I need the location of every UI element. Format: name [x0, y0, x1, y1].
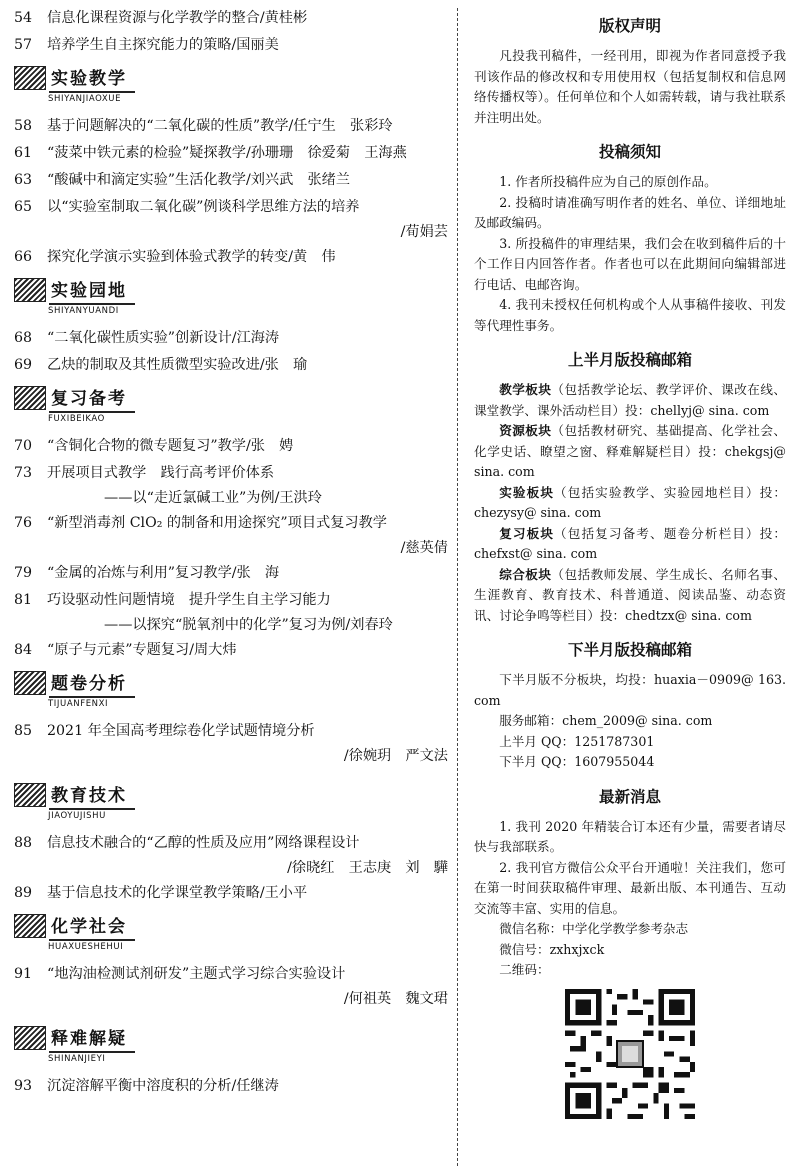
- notice-item: 3. 所投稿件的审理结果，我们会在收到稿件后的十个工作日内回答作者。作者也可以在此期间向编辑部进行电话、电邮咨询。: [474, 235, 786, 292]
- upper-mailbox: [474, 350, 786, 626]
- toc-entry[interactable]: 84 “原子与元素”专题复习/周大炜: [14, 642, 237, 658]
- notice-item: 2. 投稿时请准确写明作者的姓名、单位、详细地址及邮政编码。: [474, 194, 786, 230]
- toc-entry[interactable]: 66 探究化学演示实验到体验式教学的转变/黄 伟: [14, 249, 336, 265]
- mailbox-item: 综合板块（包括教师发展、学生成长、名师名事、生涯教育、教育技术、科普通道、阅读品鉴、动态资讯、讨论争鸣等栏目）投：chedtzx@ sina. com: [474, 566, 787, 623]
- wechat-id: 微信号：zxhxjxck: [499, 941, 605, 957]
- toc-entry[interactable]: 89 基于信息技术的化学课堂教学策略/王小平: [14, 885, 308, 901]
- section-bar-icon: [14, 671, 46, 695]
- mailbox-item: 复习板块（包括复习备考、题卷分析栏目）投：chefxst@ sina. com: [474, 525, 786, 561]
- section-bar-icon: [14, 914, 46, 938]
- copyright-body: 凡投我刊稿件，一经刊用，即视为作者同意授予我刊该作品的修改权和专用使用权（包括复制权和信息网络传播权等）。任何单位和个人如需转载，请与我社联系并注明出处。: [474, 48, 786, 125]
- section-header: 实验园地 SHIYANYUANDI: [14, 276, 450, 328]
- contact-line: 下半月 QQ：1607955044: [499, 754, 655, 769]
- lower-mailbox: [474, 640, 786, 773]
- section-header: 化学社会 HUAXUESHEHUI: [14, 912, 450, 964]
- table-of-contents: [14, 8, 450, 1103]
- qr-label: 二维码：: [499, 962, 550, 977]
- toc-entry[interactable]: 65 以“实验室制取二氧化碳”例谈科学思维方法的培养 /荀娟芸: [14, 199, 448, 240]
- section-bar-icon: [14, 1026, 46, 1050]
- mailbox-item: 教学板块（包括教学论坛、教学评价、课改在线、课堂教学、课外活动栏目）投：chellyj@ sina. com: [474, 382, 787, 418]
- section-bar-icon: [14, 278, 46, 302]
- section-bar-icon: [14, 66, 46, 90]
- toc-entry[interactable]: 70 “含铜化合物的微专题复习”教学/张 娉: [14, 438, 294, 454]
- toc-entry[interactable]: 57 培养学生自主探究能力的策略/国丽美: [14, 37, 279, 53]
- toc-entry[interactable]: 61 “菠菜中铁元素的检验”疑探教学/孙珊珊 徐爱菊 王海燕: [14, 145, 407, 161]
- upper-mailbox-title: 上半月版投稿邮箱: [567, 351, 692, 369]
- contact-line: 服务邮箱：chem_2009@ sina. com: [499, 713, 713, 728]
- toc-entry[interactable]: 91 “地沟油检测试剂研发”主题式学习综合实验设计 /何祖英 魏文珺: [14, 966, 448, 1007]
- toc-entry[interactable]: 88 信息技术融合的“乙醇的性质及应用”网络课程设计 /徐晓红 王志庚 刘 驊: [14, 835, 448, 876]
- toc-entry[interactable]: 54 信息化课程资源与化学教学的整合/黄桂彬: [14, 10, 308, 26]
- toc-entry[interactable]: 68 “二氧化碳性质实验”创新设计/江海涛: [14, 330, 280, 346]
- toc-entry[interactable]: 79 “金属的冶炼与利用”复习教学/张 海: [14, 565, 280, 581]
- toc-entry[interactable]: 93 沉淀溶解平衡中溶度积的分析/任继涛: [14, 1078, 279, 1094]
- submission-notice: [474, 142, 786, 336]
- qr-code-icon: [565, 989, 695, 1119]
- toc-entry[interactable]: 73 开展项目式教学 践行高考评价体系 ——以“走近氯碱工业”为例/王洪玲: [14, 465, 322, 506]
- news-item: 2. 我刊官方微信公众平台开通啦！关注我们，您可在第一时间获取稿件审理、最新出版、本刊通告、互动交流等丰富、实用的信息。: [474, 859, 786, 916]
- news-item: 1. 我刊 2020 年精装合订本还有少量，需要者请尽快与我部联系。: [474, 818, 786, 854]
- notices-column: [474, 16, 786, 1119]
- news-title: 最新消息: [598, 787, 661, 806]
- section-header: 复习备考 FUXIBEIKAO: [14, 384, 450, 436]
- toc-entry[interactable]: 76 “新型消毒剂 ClO₂ 的制备和用途探究”项目式复习教学 /慈英倩: [14, 515, 448, 556]
- copyright-title: 版权声明: [598, 17, 661, 35]
- mailbox-item: 资源板块（包括教材研究、基础提高、化学社会、化学史话、瞭望之窗、释难解疑栏目）投：chekgsj@ sina. com: [474, 423, 787, 479]
- notice-item: 4. 我刊未授权任何机构或个人从事稿件接收、刊发等代理性事务。: [474, 297, 786, 333]
- column-divider: [457, 8, 458, 1166]
- lower-mailbox-title: 下半月版投稿邮箱: [567, 641, 692, 659]
- toc-entry[interactable]: 63 “酸碱中和滴定实验”生活化教学/刘兴武 张绪兰: [14, 172, 351, 188]
- section-header: 教育技术 JIAOYUJISHU: [14, 781, 450, 833]
- section-bar-icon: [14, 386, 46, 410]
- copyright-notice: [474, 16, 786, 128]
- toc-entry[interactable]: 85 2021 年全国高考理综卷化学试题情境分析 /徐婉玥 严文法: [14, 723, 448, 764]
- section-bar-icon: [14, 783, 46, 807]
- toc-entry[interactable]: 58 基于问题解决的“二氧化碳的性质”教学/任宁生 张彩玲: [14, 118, 393, 134]
- wechat-name: 微信名称：中学化学教学参考杂志: [499, 921, 689, 936]
- mailbox-item: 实验板块（包括实验教学、实验园地栏目）投：chezysy@ sina. com: [474, 484, 786, 520]
- section-header: 实验教学 SHIYANJIAOXUE: [14, 64, 450, 116]
- contact-line: 下半月版不分板块，均投：huaxia－0909@ 163. com: [474, 672, 786, 708]
- notice-item: 1. 作者所投稿件应为自己的原创作品。: [499, 174, 717, 189]
- section-header: 释难解疑 SHINANJIEYI: [14, 1024, 450, 1076]
- submission-title: 投稿须知: [598, 143, 661, 161]
- section-header: 题卷分析 TIJUANFENXI: [14, 669, 450, 721]
- contact-line: 上半月 QQ：1251787301: [499, 733, 655, 749]
- latest-news: [474, 787, 786, 1119]
- toc-entry[interactable]: 69 乙炔的制取及其性质微型实验改进/张 瑜: [14, 357, 308, 373]
- toc-entry[interactable]: 81 巧设驱动性问题情境 提升学生自主学习能力 ——以探究“脱氧剂中的化学”复习为例/刘春玲: [14, 592, 393, 633]
